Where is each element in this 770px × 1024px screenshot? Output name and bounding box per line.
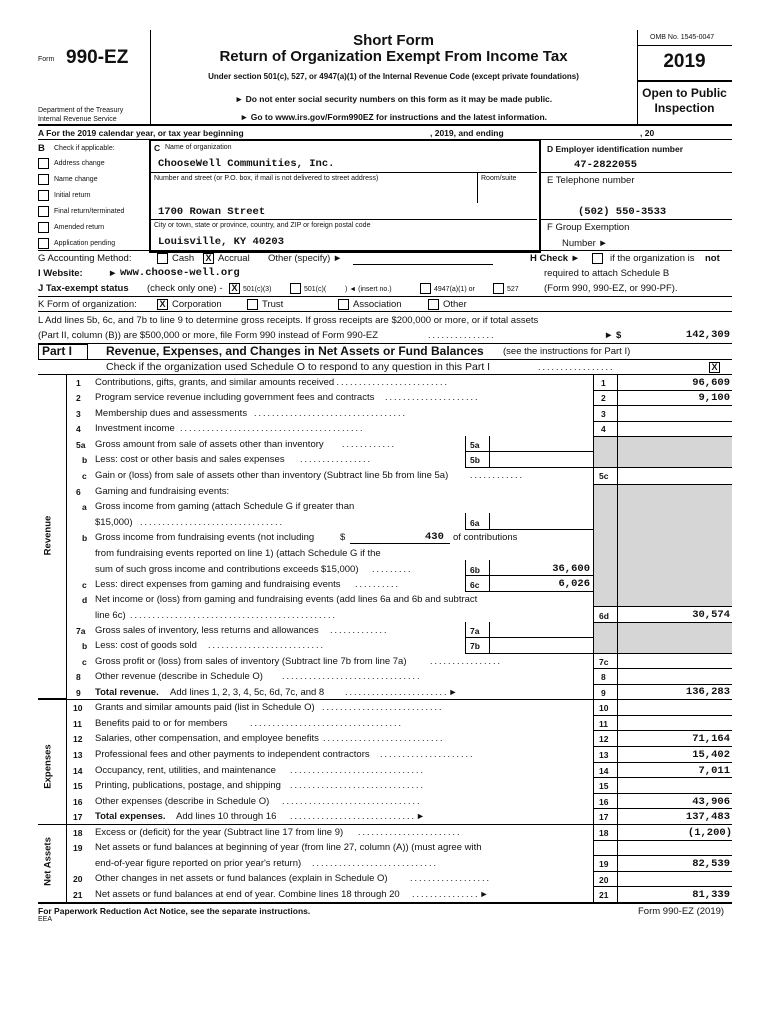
line-3-num: 3: [76, 409, 81, 419]
label-4947: 4947(a)(1) or: [434, 286, 475, 293]
line-9-amount[interactable]: 136,283: [685, 686, 730, 698]
line-6d-box: 6d: [599, 611, 609, 621]
checkbox-501c3[interactable]: X: [229, 283, 240, 294]
line-6b-contributions[interactable]: 430: [425, 531, 444, 543]
label-application-pending: Application pending: [54, 240, 116, 247]
line-7c-box: 7c: [599, 657, 609, 667]
line-7a-text: Gross sales of inventory, less returns and allowances: [95, 625, 319, 636]
section-c-letter: C: [154, 143, 161, 153]
line-14-num: 14: [73, 766, 83, 776]
line-12-num: 12: [73, 734, 83, 744]
label-501c3: 501(c)(3): [243, 286, 272, 293]
checkbox-association[interactable]: [338, 299, 349, 310]
label-corporation: Corporation: [172, 299, 222, 310]
label-association: Association: [353, 299, 402, 310]
line-11-num: 11: [73, 719, 82, 729]
line-l-arrow: ► $: [604, 330, 622, 341]
line-l-text2: (Part II, column (B)) are $500,000 or more, file Form 990 instead of Form 990-EZ: [38, 330, 379, 341]
line-4-num: 4: [76, 424, 81, 434]
schedule-b-text1: if the organization is: [610, 253, 695, 264]
line-17-amount[interactable]: 137,483: [685, 811, 730, 823]
tax-exempt-hint: (check only one) -: [147, 283, 223, 294]
line-5b-num: b: [82, 455, 88, 465]
checkbox-name-change[interactable]: [38, 174, 49, 185]
line-18-num: 18: [73, 828, 83, 838]
website-arrow: ►: [108, 268, 118, 279]
line-5b-box: 5b: [470, 455, 480, 465]
line-16-box: 16: [599, 797, 609, 807]
line-1-text: Contributions, gifts, grants, and similar amounts received: [95, 377, 335, 388]
line-9-box: 9: [601, 688, 606, 698]
line-6c-text: Less: direct expenses from gaming and fundraising events: [95, 579, 341, 590]
side-label-net-assets: Net Assets: [42, 837, 54, 886]
line-17-box: 17: [599, 812, 609, 822]
line-12-text: Salaries, other compensation, and employee benefits: [95, 733, 319, 744]
line-11-text: Benefits paid to or for members: [95, 718, 228, 729]
ein-value[interactable]: 47-2822055: [574, 159, 638, 171]
line-2-amount[interactable]: 9,100: [698, 392, 730, 404]
label-name-change: Name change: [54, 176, 98, 183]
inspection-line2: Inspection: [654, 101, 715, 115]
line-21-amount[interactable]: 81,339: [692, 889, 730, 901]
line-11-box: 11: [599, 719, 608, 729]
line-6c-amount[interactable]: 6,026: [558, 578, 590, 590]
tax-year: 2019: [663, 51, 706, 72]
line-9-text: Total revenue.: [95, 687, 159, 698]
label-address-change: Address change: [54, 160, 105, 167]
line-5b-text: Less: cost or other basis and sales expenses: [95, 454, 285, 465]
part1-title-note: (see the instructions for Part I): [503, 346, 631, 357]
dept-line1: Department of the Treasury: [38, 107, 124, 114]
line-21-num: 21: [73, 890, 83, 900]
line-10-box: 10: [599, 703, 609, 713]
label-initial-return: Initial return: [54, 192, 91, 199]
line-6b-text1b: of contributions: [453, 532, 518, 543]
label-trust: Trust: [262, 299, 284, 310]
label-accrual: Accrual: [218, 253, 250, 264]
line-4-text: Investment income: [95, 423, 175, 434]
line-6b-text1: Gross income from fundraising events (not including: [95, 532, 315, 543]
line-7c-text: Gross profit or (loss) from sales of inventory (Subtract line 7b from line 7a): [95, 656, 407, 667]
accounting-label: G Accounting Method:: [38, 253, 132, 264]
city-label: City or town, state or province, country, and ZIP or foreign postal code: [154, 222, 371, 229]
line-6b-box: 6b: [470, 565, 480, 575]
line-7b-num: b: [82, 641, 88, 651]
line-16-text: Other expenses (describe in Schedule O): [95, 796, 270, 807]
checkbox-accrual[interactable]: X: [203, 253, 214, 264]
line-17-num: 17: [73, 812, 83, 822]
line-20-num: 20: [73, 874, 83, 884]
line-13-amount[interactable]: 15,402: [692, 749, 730, 761]
tax-exempt-label: J Tax-exempt status: [38, 283, 129, 294]
checkbox-address-change[interactable]: [38, 158, 49, 169]
checkbox-527[interactable]: [493, 283, 504, 294]
line-6a-box: 6a: [470, 518, 480, 528]
omb-number: OMB No. 1545-0047: [650, 34, 715, 41]
part1-title: Revenue, Expenses, and Changes in Net Assets or Fund Balances: [106, 344, 484, 358]
line-20-box: 20: [599, 875, 609, 885]
line-6a-num: a: [82, 502, 87, 512]
note-ssn: ► Do not enter social security numbers on this form as it may be made public.: [234, 94, 553, 104]
line-6b-dollar: $: [340, 532, 346, 543]
line-6-text: Gaming and fundraising events:: [95, 486, 230, 497]
line-6b-num: b: [82, 533, 88, 543]
line-19-text1: Net assets or fund balances at beginning of year (from line 27, column (A)) (must agree with: [95, 842, 482, 853]
line-5a-num: 5a: [76, 440, 86, 450]
line-17-text-b: Add lines 10 through 16: [176, 811, 277, 822]
line-9-num: 9: [76, 688, 81, 698]
form-label: Form: [38, 56, 55, 63]
org-name[interactable]: ChooseWell Communities, Inc.: [158, 158, 335, 170]
line-18-text: Excess or (deficit) for the year (Subtract line 17 from line 9): [95, 827, 344, 838]
line-6d-text2: line 6c): [95, 610, 126, 621]
group-exemption-label: F Group Exemption: [547, 222, 630, 233]
line-16-num: 16: [73, 797, 83, 807]
line-8-text: Other revenue (describe in Schedule O): [95, 671, 263, 682]
line-7a-box: 7a: [470, 626, 480, 636]
schedule-b-text3: (Form 990, 990-EZ, or 990-PF).: [544, 283, 678, 294]
checkbox-schedule-o[interactable]: X: [709, 362, 720, 373]
label-527: 527: [507, 286, 519, 293]
line-6-num: 6: [76, 487, 81, 497]
line-8-box: 8: [601, 672, 606, 682]
line-9-text-b: Add lines 1, 2, 3, 4, 5c, 6d, 7c, and 8: [170, 687, 325, 698]
line-6c-box: 6c: [470, 580, 480, 590]
line-7a-num: 7a: [76, 626, 86, 636]
line-7b-text: Less: cost of goods sold: [95, 640, 197, 651]
checkbox-501c[interactable]: [290, 283, 301, 294]
schedule-o-check-text: Check if the organization used Schedule O to respond to any question in this Part I: [106, 361, 491, 373]
line-5c-num: c: [82, 471, 87, 481]
line-6d-num: d: [82, 595, 88, 605]
line-2-text: Program service revenue including government fees and contracts: [95, 392, 375, 403]
phone-label: E Telephone number: [547, 175, 635, 186]
line-21-box: 21: [599, 890, 609, 900]
checkbox-schedule-b[interactable]: [592, 253, 603, 264]
line-5a-box: 5a: [470, 440, 480, 450]
line-15-text: Printing, publications, postage, and shipping: [95, 780, 281, 791]
label-amended-return: Amended return: [54, 224, 105, 231]
line-6b-amount[interactable]: 36,600: [552, 563, 590, 575]
subtitle: Under section 501(c), 527, or 4947(a)(1) of the Internal Revenue Code (except private foundations): [208, 72, 579, 81]
footer-eea: EEA: [38, 916, 53, 923]
line-14-amount[interactable]: 7,011: [698, 765, 730, 777]
gross-receipts-amount[interactable]: 142,309: [685, 329, 730, 341]
line-5a-text: Gross amount from sale of assets other than inventory: [95, 439, 324, 450]
room-label: Room/suite: [481, 175, 517, 182]
part1-tag: Part I: [42, 344, 73, 358]
checkbox-other-org[interactable]: [428, 299, 439, 310]
org-name-label: Name of organization: [165, 144, 232, 151]
line-13-num: 13: [73, 750, 83, 760]
line-7c-num: c: [82, 657, 87, 667]
line-12-box: 12: [599, 734, 609, 744]
section-b-title: Check if applicable:: [54, 145, 115, 152]
label-other-method: Other (specify) ►: [268, 253, 343, 264]
line-6b-text3: sum of such gross income and contributions exceeds $15,000): [95, 564, 359, 575]
line-6a-text1: Gross income from gaming (attach Schedule G if greater than: [95, 501, 355, 512]
note-url: ► Go to www.irs.gov/Form990EZ for instructions and the latest information.: [239, 112, 548, 122]
checkbox-corporation[interactable]: X: [157, 299, 168, 310]
checkbox-trust[interactable]: [247, 299, 258, 310]
side-label-expenses: Expenses: [42, 744, 54, 789]
line-6a-text2: $15,000): [95, 517, 133, 528]
checkbox-application-pending[interactable]: [38, 238, 49, 249]
line-19-amount[interactable]: 82,539: [692, 858, 730, 870]
street-label: Number and street (or P.O. box, if mail is not delivered to street address): [154, 175, 379, 182]
title-line1: Short Form: [353, 32, 434, 49]
label-other-org: Other: [443, 299, 467, 310]
line-21-text: Net assets or fund balances at end of year. Combine lines 18 through 20: [95, 889, 400, 900]
line-16-amount[interactable]: 43,906: [692, 796, 730, 808]
line-a-mid: , 2019, and ending: [430, 128, 504, 138]
inspection-line1: Open to Public: [642, 86, 727, 100]
line-10-text: Grants and similar amounts paid (list in Schedule O): [95, 702, 315, 713]
website-value[interactable]: www.choose-well.org: [120, 267, 240, 279]
phone-value[interactable]: (502) 550-3533: [578, 206, 667, 218]
line-l-text1: L Add lines 5b, 6c, and 7b to line 9 to determine gross receipts. If gross receipts are $200,000 or more, or if total assets: [38, 315, 539, 326]
checkbox-cash[interactable]: [157, 253, 168, 264]
street-address[interactable]: 1700 Rowan Street: [158, 206, 266, 218]
line-17-text: Total expenses.: [95, 811, 166, 822]
line-14-text: Occupancy, rent, utilities, and maintenance: [95, 765, 276, 776]
label-final-return: Final return/terminated: [54, 208, 125, 215]
schedule-b-not: not: [705, 253, 720, 264]
section-b-letter: B: [38, 143, 45, 154]
line-3-text: Membership dues and assessments: [95, 408, 248, 419]
line-6d-amount[interactable]: 30,574: [692, 609, 730, 621]
title-line2: Return of Organization Exempt From Income Tax: [219, 48, 568, 65]
line-6b-text2: from fundraising events reported on line 1) (attach Schedule G if the: [95, 548, 381, 559]
line-10-num: 10: [73, 703, 83, 713]
line-12-amount[interactable]: 71,164: [692, 733, 730, 745]
line-18-box: 18: [599, 828, 609, 838]
checkbox-initial-return[interactable]: [38, 190, 49, 201]
line-20-text: Other changes in net assets or fund balances (explain in Schedule O): [95, 873, 388, 884]
city-state-zip[interactable]: Louisville, KY 40203: [158, 236, 285, 248]
line-1-box: 1: [601, 378, 606, 388]
org-form-label: K Form of organization:: [38, 299, 137, 310]
line-13-text: Professional fees and other payments to independent contractors: [95, 749, 370, 760]
line-1-amount[interactable]: 96,609: [692, 377, 730, 389]
footer-form-id: Form 990-EZ (2019): [638, 906, 725, 917]
label-cash: Cash: [172, 253, 195, 264]
line-8-num: 8: [76, 672, 81, 682]
line-5c-box: 5c: [599, 471, 609, 481]
line-18-amount[interactable]: (1,200): [687, 827, 732, 839]
line-7b-box: 7b: [470, 641, 480, 651]
footer-paperwork-notice: For Paperwork Reduction Act Notice, see the separate instructions.: [38, 906, 311, 916]
line-19-text2: end-of-year figure reported on prior year's return): [95, 858, 302, 869]
form-number: 990-EZ: [66, 47, 129, 68]
schedule-b-check-label: H Check ►: [530, 253, 581, 264]
checkbox-final-return[interactable]: [38, 206, 49, 217]
line-15-box: 15: [599, 781, 609, 791]
ein-label: D Employer identification number: [547, 144, 684, 154]
line-2-num: 2: [76, 393, 81, 403]
line-a-end: , 20: [640, 128, 655, 138]
label-501c: 501(c)(: [304, 286, 327, 293]
website-label: I Website:: [38, 268, 83, 279]
checkbox-amended-return[interactable]: [38, 222, 49, 233]
group-number-label: Number ►: [562, 238, 608, 249]
line-14-box: 14: [599, 766, 609, 776]
line-13-box: 13: [599, 750, 609, 760]
line-19-box: 19: [599, 859, 609, 869]
line-6d-text1: Net income or (loss) from gaming and fundraising events (add lines 6a and 6b and subtract: [95, 594, 478, 605]
label-insert-no: ) ◄ (insert no.): [345, 286, 392, 293]
checkbox-4947[interactable]: [420, 283, 431, 294]
line-6c-num: c: [82, 580, 87, 590]
line-3-box: 3: [601, 409, 606, 419]
dept-line2: Internal Revenue Service: [38, 116, 117, 123]
line-2-box: 2: [601, 393, 606, 403]
line-4-box: 4: [601, 424, 606, 434]
line-15-num: 15: [73, 781, 83, 791]
line-5c-text: Gain or (loss) from sale of assets other than inventory (Subtract line 5b from line 5a): [95, 470, 449, 481]
side-label-revenue: Revenue: [42, 515, 54, 556]
line-19-num: 19: [73, 843, 83, 853]
schedule-b-text2: required to attach Schedule B: [544, 268, 670, 279]
line-a-label: A For the 2019 calendar year, or tax year beginning: [38, 128, 244, 138]
line-1-num: 1: [76, 378, 81, 388]
